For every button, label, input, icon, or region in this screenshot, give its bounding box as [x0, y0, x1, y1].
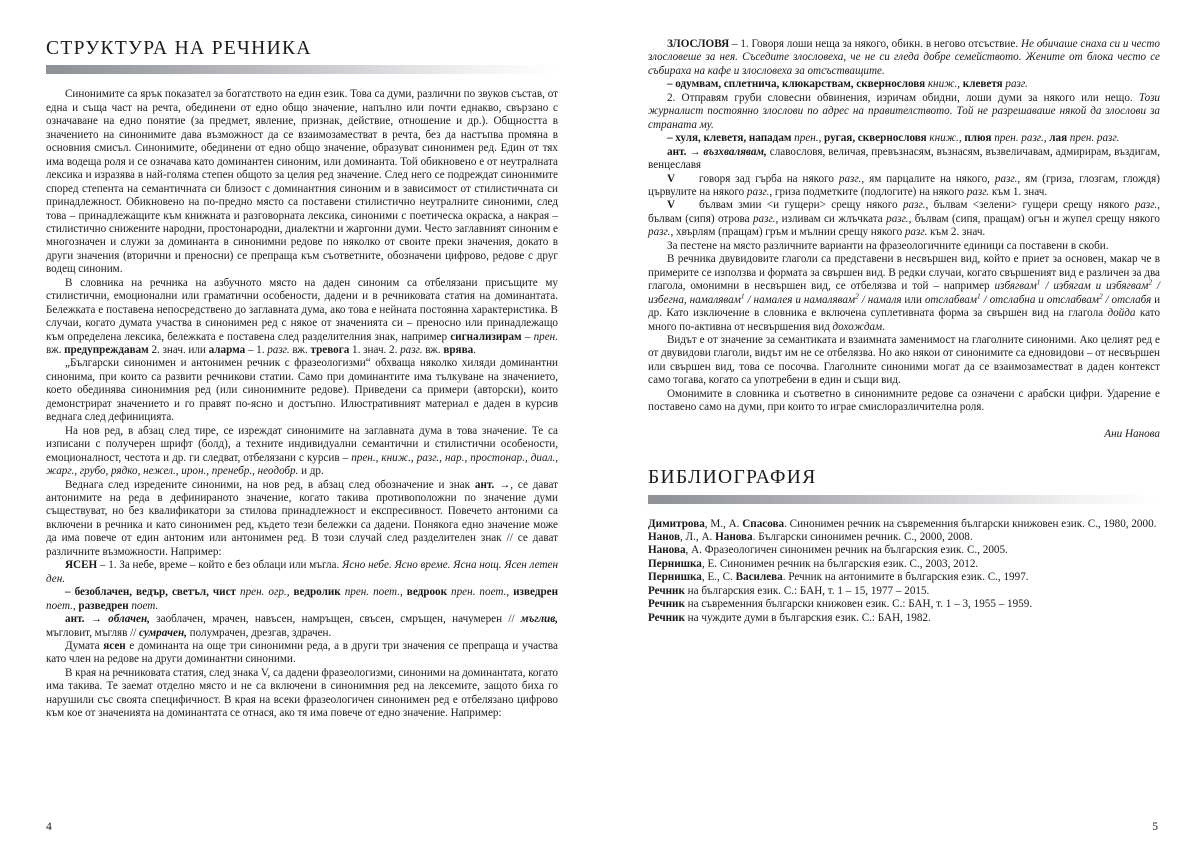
paragraph-antonyms-text: Веднага след изредените синоними, на нов ред, в абзац след обозначение и знак — [65, 478, 471, 491]
biblio-author-1-b: Спасова — [742, 517, 785, 530]
dictionary-entry-yasen — [46, 559, 558, 586]
biblio-rest-1: . Синонимен речник на съвременния български книжовен език. С., 1980, 2000. — [784, 517, 1157, 530]
paragraph-antonyms-rest: , се дават антонимите на реда в дефинираното значение, когато такива противоположни по значение думи съществуват, но без квалификатори за стилова принадлежност и експресивност. Повечето антоними са включени в речника и като синонимен ред, където тези бележки са дадени. Понякога едно значение може да има повече от един антоним или антонимен ред. В този случай след разделителен знак // се дават различните възможности. Например: — [46, 478, 559, 558]
biblio-author-5-a: Пернишка — [648, 571, 702, 584]
bibliography-item — [648, 544, 1160, 557]
biblio-author-3-a: Нанова — [648, 544, 686, 557]
verb-form-3: / избегна, намалявам — [648, 280, 1161, 306]
phrase1-text-d: гриза подметките (подлогите) на някого — [774, 185, 965, 198]
sense2-syn-qual-3: прен. разг., — [994, 132, 1047, 145]
verb-superscript-2: 2 — [1148, 277, 1153, 287]
example-qual-pren: прен. — [533, 330, 558, 343]
sense1-syn-dash: – — [667, 78, 673, 91]
biblio-author-4-a: Пернишка — [648, 557, 702, 570]
phrase2-text-b: бълвам <зелени> гущери срещу някого — [933, 199, 1130, 212]
phrase2-qual-4: разг., — [886, 212, 912, 225]
sense1-syn-qual-1: книж., — [927, 78, 961, 91]
sense2-syn-dash: – — [667, 132, 673, 145]
bibliography-list — [648, 518, 1160, 626]
sense2-synonym-row — [648, 132, 1160, 145]
biblio-rest-5: . Речник на антонимите в българския език. С., 1997. — [782, 571, 1029, 584]
biblio-author-2-b: Нанова — [715, 531, 753, 544]
verb-form-8: / отслабя — [1105, 293, 1152, 306]
phrase2-text-a: бълвам змии <и гущери> срещу някого — [699, 199, 898, 212]
entry-sense2 — [648, 92, 1160, 132]
phrase1-qual-1: разг., — [838, 172, 865, 185]
synonym-qual-1: прен. огр., — [240, 586, 290, 599]
verb-tail-2: като много по-активна от несвършения вид — [648, 307, 1161, 333]
paragraph-aspect-meaning: Видът е от значение за семантиката и взаимната заменимост на глаголните синоними. Ако целият ред е от двувидови глаголи, видът им не се отбелязва. Но ако някои от синонимите са едновидови – от несвършен или свършен вид, това се посочва. Глаголните синоними могат да се взаимозаместват в даден контекст само тогава, когато са употребени в един и същи вид. — [648, 333, 1160, 387]
phrase1-sense-ref: към 1. знач. — [991, 185, 1048, 198]
paragraph-synonym-listing-text: На нов ред, в абзац след тире, се изреждат синонимите на заглавната дума в това значение. Те са изписани с получерен шрифт (болд), а техните индивидуални семантични и стилистични особености, емоционалност, честота и др. ги следват, отбелязани с курсив – — [46, 424, 558, 464]
verb-form-izbyagvam-1: избягвам — [994, 280, 1037, 293]
page-right — [600, 0, 1200, 851]
zloslovya-antonym-rest: славословя, величая, превъзнасям, възнасям, възвеличавам, адмирирам, въздигам, венцеславя — [648, 145, 1161, 172]
example-tail: 2. знач. или — [151, 344, 206, 357]
phrase1-text-c: ям (гриза, глозгам, глождя) цървулите на някого — [648, 172, 1161, 198]
entry-synonym-row — [46, 586, 558, 613]
phrase-symbol-v-2: V — [667, 199, 676, 212]
sense1-syn-list: одумвам, сплетнича, клюкарствам, сквернословя — [675, 78, 926, 91]
verb-superscript-3: 1 — [740, 290, 745, 300]
folio-left: 4 — [46, 820, 52, 834]
verb-superscript-1: 1 — [1036, 277, 1041, 287]
phrase2-text-d: изливам си жлъчката — [781, 212, 883, 225]
heading-rule-bar — [46, 65, 558, 74]
example-qual-razg-2: разг. — [400, 344, 423, 357]
verb-superscript-6: 2 — [1098, 290, 1103, 300]
paragraph-slovnik: В словника на речника на азбучното място на даден синоним са отбелязани присъщите му стилистични, емоционални или граматични особености, дадени и в речниковата статия на доминантата. Бележката е поставена непосредствено до заглавната дума, ако това е нейната постоянна характеристика. В случаи, когато думата участва в синонимен ред с някое от значенията си – преносно или принадлежащо към определена лексика, бележката е поставена след разделителния знак, например сигнализирам – прен. вж. предупреждавам 2. знач. или аларма – 1. разг. вж. тревога 1. знач. 2. разг. вж. врява. — [46, 276, 558, 357]
verb-form-7: / отслабна и отслабвам — [983, 293, 1099, 306]
verb-form-or: или — [904, 293, 922, 306]
biblio-mid-1: , М., А. — [704, 517, 743, 530]
biblio-title-8: Речник — [648, 611, 685, 624]
verb-form-2: / избягам и избягвам — [1045, 280, 1149, 293]
biblio-rest-2: . Български синонимен речник. С., 2000, 2008. — [752, 531, 973, 544]
dictionary-entry-zloslovya — [648, 38, 1160, 78]
biblio-mid-5: , Е., С. — [701, 571, 736, 584]
antonym-vuzhvalyavam: възхвалявам, — [703, 145, 767, 158]
bibliography-item — [648, 571, 1160, 584]
entry-examples: Ясно небе. Ясно време. Ясна нощ. Ясен летен ден. — [46, 559, 558, 585]
synonym-vedrook: ведроок — [406, 586, 448, 599]
entry-headword: ЯСЕН — [65, 559, 98, 572]
phrase2-qual-6: разг. — [904, 226, 928, 239]
page-title: СТРУКТУРА НА РЕЧНИКА — [46, 38, 312, 59]
synonym-razvedren: разведрен — [78, 599, 129, 612]
verb-superscript-4: 2 — [855, 290, 859, 300]
biblio-rest-6: на българския език. С.: БАН, т. 1 – 15, 1977 – 2015. — [684, 584, 930, 597]
sense2-syn-list-1: хуля, клеветя, нападам — [675, 132, 792, 145]
antonym-rest-1: заоблачен, мрачен, навъсен, намръщен, свъсен, смръщен, начумерен // — [156, 613, 515, 626]
paragraph-phraseologisms: В края на речниковата статия, след знака V, са дадени фразеологизми, синоними на доминантата, когато има такива. Те заемат отделно място и не са включени в синонимния ред на лексемите, защото биха го нарушили със своята специфичност. В края на всеки фразеологичен синонимен ред е отбелязано цифрово към кое от значенията на доминантата се отнася, ако тя има повече от едно значение. Например: — [46, 666, 558, 720]
paragraph-homonyms: Омонимите в словника и съответно в синонимните редове са означени с арабски цифри. Ударение е поставено само на думи, при които то играе смислоразличителна роля. — [648, 387, 1160, 414]
sense2-syn-list-2: ругая, сквернословя — [824, 132, 927, 145]
paragraph-word-yasen-lead: Думата — [65, 640, 100, 652]
phrase1-qual-4: разг. — [966, 185, 990, 198]
antonym-mugliv: мъглив, — [520, 613, 559, 626]
biblio-author-1-a: Димитрова — [648, 517, 705, 530]
example-bold-alarma: аларма — [208, 344, 246, 357]
sense1-syn-kleveta: клеветя — [962, 78, 1003, 91]
synonym-qual-3: прен. поет., — [451, 586, 510, 599]
word-yasen-bold: ясен — [103, 640, 126, 652]
sense1-syn-qual-2: разг. — [1005, 78, 1028, 91]
paragraph-brackets: За пестене на място различните варианти на фразеологичните единици са поставени в скоби. — [667, 239, 1109, 252]
entry-sense2-examples: Този журналист постоянно злослови по адрес на правителството. Той не разрешаваше някой да злослови за страната му. — [648, 91, 1160, 131]
paragraph-dictionary-scope: „Български синонимен и антонимен речник с фразеологизми“ обхваща няколко хиляди доминантни синонима, при които са развити речникови статии. Само при доминантите има тълкуване на значението, което обединява синонимния ред (или синонимните редове). Приведени са примери (авторски), които демонстрират значението и го правят по-ясно и достъпно. Илюстративният материал е даден в курсив веднага след дефиницията. — [46, 357, 558, 424]
synonym-list-primary: – безоблачен, ведър, светъл, чист — [65, 586, 236, 599]
phrase1-qual-3: разг., — [746, 185, 773, 198]
phrase2-qual-5: разг., — [648, 226, 674, 239]
sense2-syn-qual-4: прен. разг. — [1069, 132, 1120, 145]
verb-word-dohozhdam: дохождам — [832, 320, 883, 333]
synonym-vedrolik: ведролик — [293, 586, 341, 599]
example-bold-vryava: врява — [443, 344, 474, 357]
sense2-syn-laya: лая — [1049, 132, 1068, 145]
antonym-marker: ант. → — [474, 478, 511, 491]
sense2-syn-qual-2: книж., — [929, 132, 962, 145]
verb-tail-1: и др. Като изключение в словника е включена суплетивната форма за свършен вид на глагола — [648, 293, 1161, 320]
paragraph-verb-aspect — [648, 253, 1160, 334]
qualifier-list-tail: и др. — [301, 465, 324, 478]
verb-form-otslabvam-1: отслабвам — [924, 293, 977, 306]
paragraph-synonym-listing — [46, 425, 558, 479]
phrase2-sense-ref: към 2. знач. — [930, 226, 986, 239]
paragraph-antonyms — [46, 479, 558, 560]
entry-antonym-marker: ант. → — [65, 613, 102, 626]
biblio-title-7: Речник — [648, 598, 685, 611]
example-bold-trevoga: тревога — [310, 344, 350, 357]
verb-tail-3: . — [882, 320, 885, 333]
phrase-symbol-v-1: V — [667, 172, 676, 185]
entry-definition: – 1. За небе, време – който е без облаци или мъгла. — [99, 559, 340, 572]
biblio-author-2-a: Нанов — [648, 531, 680, 544]
verb-form-5: / намаля — [861, 293, 902, 306]
phrase1-text-b: ям парцалите на някого, — [869, 172, 990, 185]
entry-sense1-examples: Не обичаше снаха си и често злословеше за нея. Съседите злословеха, че не си гледа добре семейството. Жените от блока често се събираха на кафе и злословеха за отсъстващите. — [648, 38, 1160, 77]
bibliography-item — [648, 531, 1160, 544]
author-signature: Ани Нанова — [1104, 427, 1160, 440]
phrase2-qual-2: разг., — [1134, 199, 1161, 212]
example-vzh: вж. — [46, 344, 62, 357]
phrase2-text-e: бълвам (сипя, пращам) огън и жупел срещу някого — [914, 212, 1160, 225]
entry-sense2-definition: 2. Отправям груби словесни обвинения, изричам обидни, лоши думи за някого или нещо. — [667, 91, 1133, 104]
bibliography-item — [648, 612, 1160, 625]
synonym-qual-5: поет. — [131, 599, 159, 612]
bibliography-rule-bar — [648, 495, 1160, 504]
paragraph-intro: Синонимите са ярък показател за богатството на един език. Това са думи, различни по звуков състав, от една и съща част на речта, обединени от едно общо значение, напълно или почти еднакво, свързано с означаване на едно понятие (за предмет, явление, признак, действие, отношение и др.). Общността в значението на синонимите дава възможност да се взаимозаместват в речта, без да настъпва промяна в основния смисъл. Синонимите, обединени от едно общо значение, образуват синонимен ред. Един от тях има водеща роля и се означава като доминантен синоним, или доминанта. Той обикновено е от неутралната лексика и изразява в най-голяма степен общото за целия ред значение. След него се подреждат синонимите според степента на семантичната си близост с доминантния синоним и в зависимост от стилистичната си принадлежност. Обикновено на по-предно място са поставени стилистично неутралните синоними, след това – принадлежащите към книжната и разговорната лексика, синоними с поетическа окраска, а накрая – стилистично снижените народни, простонародни, диалектни и жаргонни думи. Често заглавният синоним е многозначен и служи за доминанта в синонимни редове по няколко от своите преки значения, докато в други значения (вторични и преносни) се препраща към съответните, обозначени цифрово, редове с друг водещ синоним. — [46, 88, 558, 276]
entry-headword-zloslovya: ЗЛОСЛОВЯ — [667, 38, 730, 50]
sense2-syn-qual-1: прен., — [794, 132, 822, 145]
phrase2-text-f: хвърлям (пращам) гръм и мълнии срещу някого — [675, 226, 903, 239]
synonym-qual-2: прен. поет., — [344, 586, 403, 599]
biblio-rest-4: , Е. Синонимен речник на българския език. С., 2003, 2012. — [701, 557, 979, 570]
biblio-title-6: Речник — [648, 584, 685, 597]
verb-form-4: / намалея и намалявам — [747, 293, 856, 306]
synonym-izvedren: изведрен — [513, 586, 559, 599]
paragraph-word-yasen-rest: е доминанта на още три синонимни реда, а в други три значения се препраща и участва като член на редове на други доминантни синоними. — [46, 640, 558, 666]
paragraph-verb-aspect-text: В речника двувидовите глаголи са представени в несвършен вид, който е приет за основен, макар че в примерите се използва и формата за свършен вид. В редки случаи, когато свършеният вид е различен за два глагола, омонимни в несвършен вид, се отбелязва и той – например — [648, 253, 1160, 293]
verb-superscript-5: 1 — [976, 290, 981, 300]
sense1-synonym-row — [648, 78, 1160, 91]
phraseologism-row-2 — [648, 199, 1160, 239]
antonym-rest-3: полумрачен, дрезгав, здрачен. — [189, 626, 332, 639]
sense2-syn-plyuya: плюя — [964, 132, 992, 145]
phrase1-qual-2: разг., — [994, 172, 1021, 185]
phrase1-text-a: говоря зад гърба на някого — [699, 172, 834, 185]
antonym-sumrachen: сумрачен, — [139, 626, 187, 639]
entry-antonym-row — [46, 613, 558, 640]
verb-word-doyda: дойда — [1107, 307, 1136, 320]
folio-right: 5 — [1152, 820, 1158, 834]
bibliography-item — [648, 518, 1160, 531]
phrase2-qual-1: разг., — [902, 199, 929, 212]
paragraph-slovnik-text: В словника на речника на азбучното място на даден синоним са отбелязани присъщите му стилистични, емоционални или граматични особености, дадени и в речниковата статия на доминантата. Бележката е поставена непосредствено до заглавната дума, ако това е нейната постоянна характеристика. В случаи, когато думата участва в синонимен ред с някое от значенията си – преносно или принадлежащо към определена лексика, бележката е поставена след разделителния знак, например — [46, 276, 558, 343]
bibliography-item — [648, 558, 1160, 571]
biblio-rest-8: на чуждите думи в българския език. С.: БАН, 1982. — [684, 611, 931, 624]
biblio-rest-7: на съвременния български книжовен език. С.: БАН, т. 1 – 3, 1955 – 1959. — [684, 598, 1033, 611]
zloslovya-antonym-marker: ант. → — [667, 145, 701, 158]
example-bold-preduprezhdavam: предупреждавам — [64, 344, 149, 357]
bibliography-title: БИБЛИОГРАФИЯ — [648, 467, 817, 489]
phrase2-qual-3: разг., — [752, 212, 779, 225]
antonym-rest-2: мъгловит, мъгляв // — [46, 626, 137, 639]
antonym-oblachen: облачен, — [108, 613, 150, 626]
phraseologism-row-1 — [648, 173, 1160, 200]
zloslovya-antonym-row — [648, 146, 1160, 173]
biblio-author-5-b: Василева — [735, 571, 783, 584]
example-bold-signaliziram: сигнализирам — [450, 330, 522, 343]
example-qual-razg-1: разг. — [267, 344, 290, 357]
biblio-rest-3: , А. Фразеологичен синонимен речник на българския език. С., 2005. — [685, 544, 1008, 557]
phrase2-text-c: бълвам (сипя) отрова — [648, 212, 750, 225]
paragraph-word-yasen — [46, 640, 558, 667]
bibliography-item — [648, 598, 1160, 611]
biblio-mid-2: , Л., А. — [679, 531, 716, 544]
bibliography-item — [648, 585, 1160, 598]
qualifier-list: прен., книж., разг., нар., простонар., диал., жарг., грубо, рядко, нежел., ирон., пренебр., неодобр. — [46, 451, 558, 478]
synonym-qual-4: поет., — [46, 599, 76, 612]
entry-sense1-definition: – 1. Говоря лоши неща за някого, обикн. в негово отсъствие. — [731, 38, 1019, 50]
